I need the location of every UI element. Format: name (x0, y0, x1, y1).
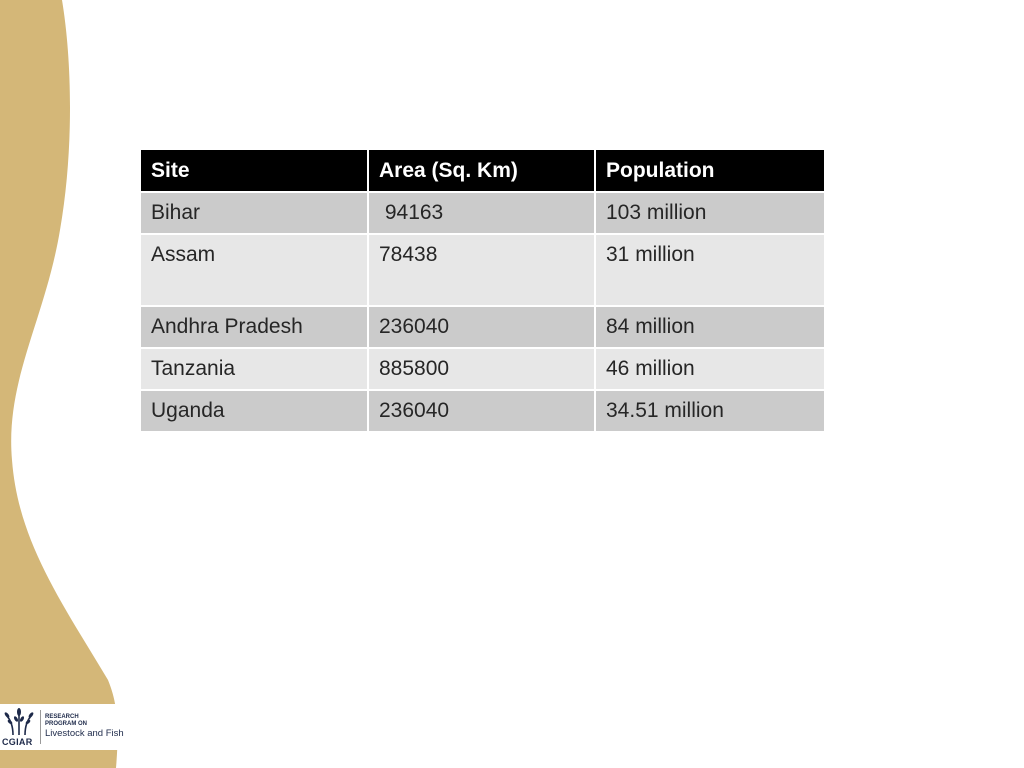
logo-program-line2: PROGRAM ON (45, 721, 87, 727)
cell-area: 236040 (368, 306, 595, 348)
header-site: Site (141, 150, 368, 192)
cell-area: 236040 (368, 390, 595, 432)
cell-site: Uganda (141, 390, 368, 432)
cell-area: 78438 (368, 234, 595, 306)
cell-population: 34.51 million (595, 390, 824, 432)
cell-site: Bihar (141, 192, 368, 234)
wheat-stalks-icon (2, 707, 36, 735)
site-data-table (141, 150, 824, 433)
logo-program-label (45, 714, 105, 728)
cell-site: Andhra Pradesh (141, 306, 368, 348)
table-header-row (141, 150, 824, 192)
logo-program-line1: RESEARCH (45, 714, 79, 720)
cell-population: 46 million (595, 348, 824, 390)
logo-org-text: CGIAR (2, 737, 33, 747)
table-row (141, 192, 824, 234)
header-population: Population (595, 150, 824, 192)
cell-population: 31 million (595, 234, 824, 306)
table-row (141, 234, 824, 306)
cell-population: 84 million (595, 306, 824, 348)
logo-divider (40, 710, 41, 744)
cgiar-logo (0, 704, 124, 750)
header-area: Area (Sq. Km) (368, 150, 595, 192)
table-row (141, 390, 824, 432)
cell-population: 103 million (595, 192, 824, 234)
table-row (141, 306, 824, 348)
cell-site: Assam (141, 234, 368, 306)
cell-area: 885800 (368, 348, 595, 390)
table-row (141, 348, 824, 390)
cell-area: 94163 (368, 192, 595, 234)
data-table-container (141, 150, 824, 433)
logo-program-name: Livestock and Fish (45, 728, 124, 739)
cell-site: Tanzania (141, 348, 368, 390)
